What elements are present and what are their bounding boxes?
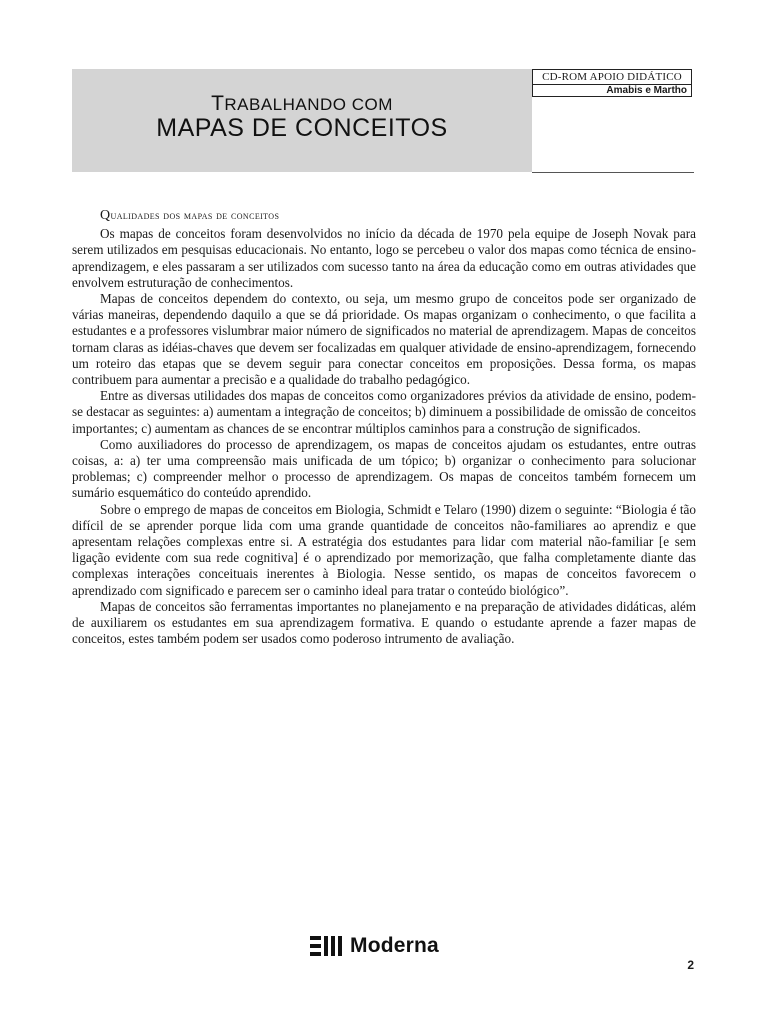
paragraph: Mapas de conceitos dependem do contexto, ou seja, um mesmo grupo de conceitos pode ser organizado de várias maneiras, dependendo daquilo a que se dá prioridade. Os mapas organizam o conhecimento, o que facilita a estudantes e a professores vislumbrar maior número de significados no material de aprendizagem. Mapas de conceitos tornam claras as idéias-chaves que devem ser focalizadas em qualquer atividade de ensino-aprendizagem, fornecendo um roteiro das etapas que se devem seguir para conectar conceitos em proposições. Dessa forma, os mapas contribuem para aumentar a precisão e a qualidade do trabalho pedagógico. [72, 291, 696, 388]
paragraph: Os mapas de conceitos foram desenvolvidos no início da década de 1970 pela equipe de Joseph Novak para serem utilizados em pesquisas educacionais. No entanto, logo se percebeu o valor dos mapas como técnica de ensino-aprendizagem, e eles passaram a ser utilizados com sucesso tanto na área da educação como em outras atividades que envolvem estruturação de conhecimentos. [72, 226, 696, 290]
header-title-large: MAPAS DE CONCEITOS [156, 114, 448, 142]
paragraph: Sobre o emprego de mapas de conceitos em Biologia, Schmidt e Telaro (1990) dizem o seguinte: “Biologia é tão difícil de se aprender porque lida com uma grande quantidade de conceitos não-familiares ao aprendiz e que apresentam relações complexas entre si. A estratégia dos estudantes para lidar com material não-familiar [e sem ligação evidente com sua rede cognitiva] é o aprendizado por memorização, que falha completamente diante das complexas interações conceituais inerentes à Biologia. Nesse sentido, os mapas de conceitos favorecem o aprendizado com significado e parecem ser o caminho ideal para tratar o conteúdo biológico”. [72, 501, 696, 598]
paragraph: Como auxiliadores do processo de aprendizagem, os mapas de conceitos ajudam os estudantes, entre outras coisas, a: a) ter uma compreensão mais unificada de um tópico; b) organizar o conhecimento para solucionar problemas; c) compreender melhor o processo de aprendizagem. Os mapas de conceitos também fornecem um sumário esquemático do conteúdo aprendido. [72, 436, 696, 501]
cdrom-authors: Amabis e Martho [606, 85, 687, 96]
moderna-logo-icon [310, 935, 344, 957]
cdrom-title: CD-ROM APOIO DIDÁTICO [533, 70, 691, 85]
moderna-logo-text: Moderna [350, 934, 439, 957]
section-heading: Qualidades dos mapas de conceitos [100, 208, 280, 223]
moderna-logo [310, 934, 439, 958]
header-rule [532, 172, 694, 173]
article-body [72, 207, 696, 647]
header-title-small: TRABALHANDO COM [211, 92, 393, 115]
cdrom-label-box [532, 69, 692, 97]
page-number: 2 [687, 958, 694, 972]
paragraph: Entre as diversas utilidades dos mapas de conceitos como organizadores prévios da atividade de ensino, podem-se destacar as seguintes: a) aumentam a integração de conceitos; b) diminuem a possibilidade de omissão de conceitos importantes; c) aumentam as chances de se encontrar múltiplos caminhos para a construção de significados. [72, 388, 696, 436]
paragraph: Mapas de conceitos são ferramentas importantes no planejamento e na preparação de atividades didáticas, além de auxiliarem os estudantes em sua aprendizagem formativa. E quando o estudante aprende a fazer mapas de conceitos, estes também podem ser usados como poderoso intrumento de avaliação. [72, 598, 696, 647]
